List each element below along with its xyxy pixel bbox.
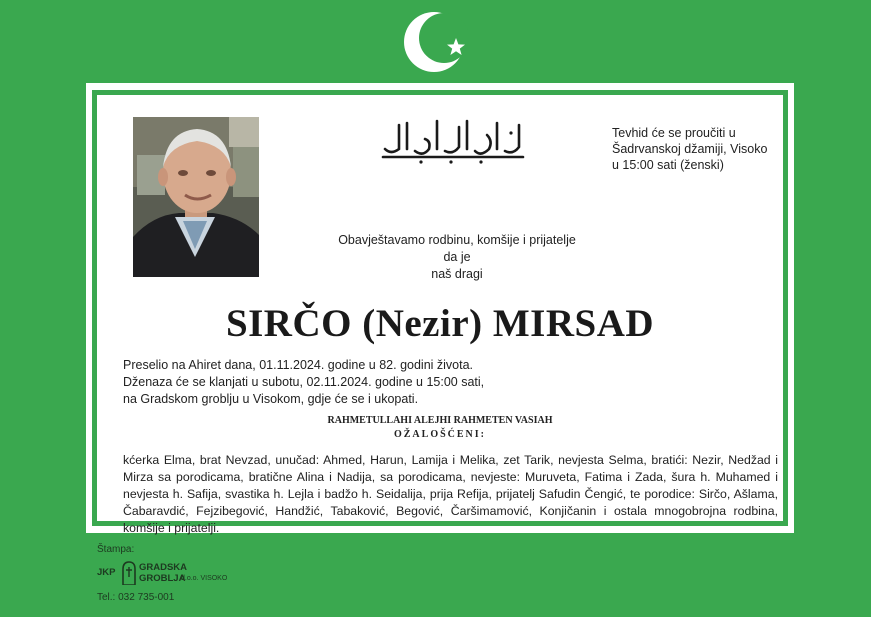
printer-logo xyxy=(97,561,267,587)
logo-prefix: JKP xyxy=(97,567,116,578)
intro-line: Obavještavamo rodbinu, komšije i prijatelje da je xyxy=(338,233,576,264)
tevhid-line: u 15:00 sati (ženski) xyxy=(612,158,724,172)
intro-text xyxy=(337,232,577,283)
tevhid-line: Tevhid će se proučiti u xyxy=(612,126,736,140)
obituary-sheet xyxy=(86,83,794,533)
tevhid-line: Šadrvanskoj džamiji, Visoko xyxy=(612,142,768,156)
deceased-name: SIRČO (Nezir) MIRSAD xyxy=(225,302,655,345)
logo-name xyxy=(139,562,188,584)
details-line: Dženaza će se klanjati u subotu, 02.11.2024. godine u 15:00 sati, xyxy=(123,375,485,389)
details-line: na Gradskom groblju u Visokom, gdje će se i ukopati. xyxy=(123,392,419,406)
green-border-frame xyxy=(92,90,788,535)
intro-line: naš dragi xyxy=(431,267,483,281)
logo-name-line: GROBLJA xyxy=(139,573,186,584)
print-label: Štampa: xyxy=(97,544,135,555)
blessing-text: RAHMETULLAHI ALEJHI RAHMETEN VASIAH xyxy=(327,415,553,426)
mourners-list: kćerka Elma, brat Nevzad, unučad: Ahmed, Harun, Lamija i Melika, zet Tarik, nevjesta Selma, bratići: Nezir, Nedžad i Mirza sa porodicama, bratične Alina i Nadija, sa porodicama, nevjeste: Muruveta, Fatima i Zada, šura h. Muhamed i nevjesta h. Safija, svastika h. Lejla i badžo h. Seidalija, prija Refija, prijatelj Safudin Čengić, te porodice: Sirčo, Ašlama, Čabaravdić, Fejzibegović, Handžić, Tabaković, Begović, Čaršimamović, Konjičanin i ostala mnogobrojna rodbina, komšije i prijatelji. xyxy=(123,453,778,535)
printer-footer xyxy=(97,544,228,603)
tombstone-icon xyxy=(121,561,137,585)
funeral-details xyxy=(123,357,543,408)
arabic-calligraphy-icon xyxy=(377,115,527,167)
crescent-star-icon xyxy=(404,10,468,74)
logo-suffix: d.o.o. VISOKO xyxy=(181,575,228,582)
phone-number: Tel.: 032 735-001 xyxy=(97,592,175,603)
logo-name-line: GRADSKA xyxy=(139,562,188,573)
tevhid-notice xyxy=(612,125,782,173)
details-line: Preselio na Ahiret dana, 01.11.2024. godine u 82. godini života. xyxy=(123,358,474,372)
mourners-title: OŽALOŠĆENI: xyxy=(393,429,486,440)
portrait-photo xyxy=(133,117,259,277)
